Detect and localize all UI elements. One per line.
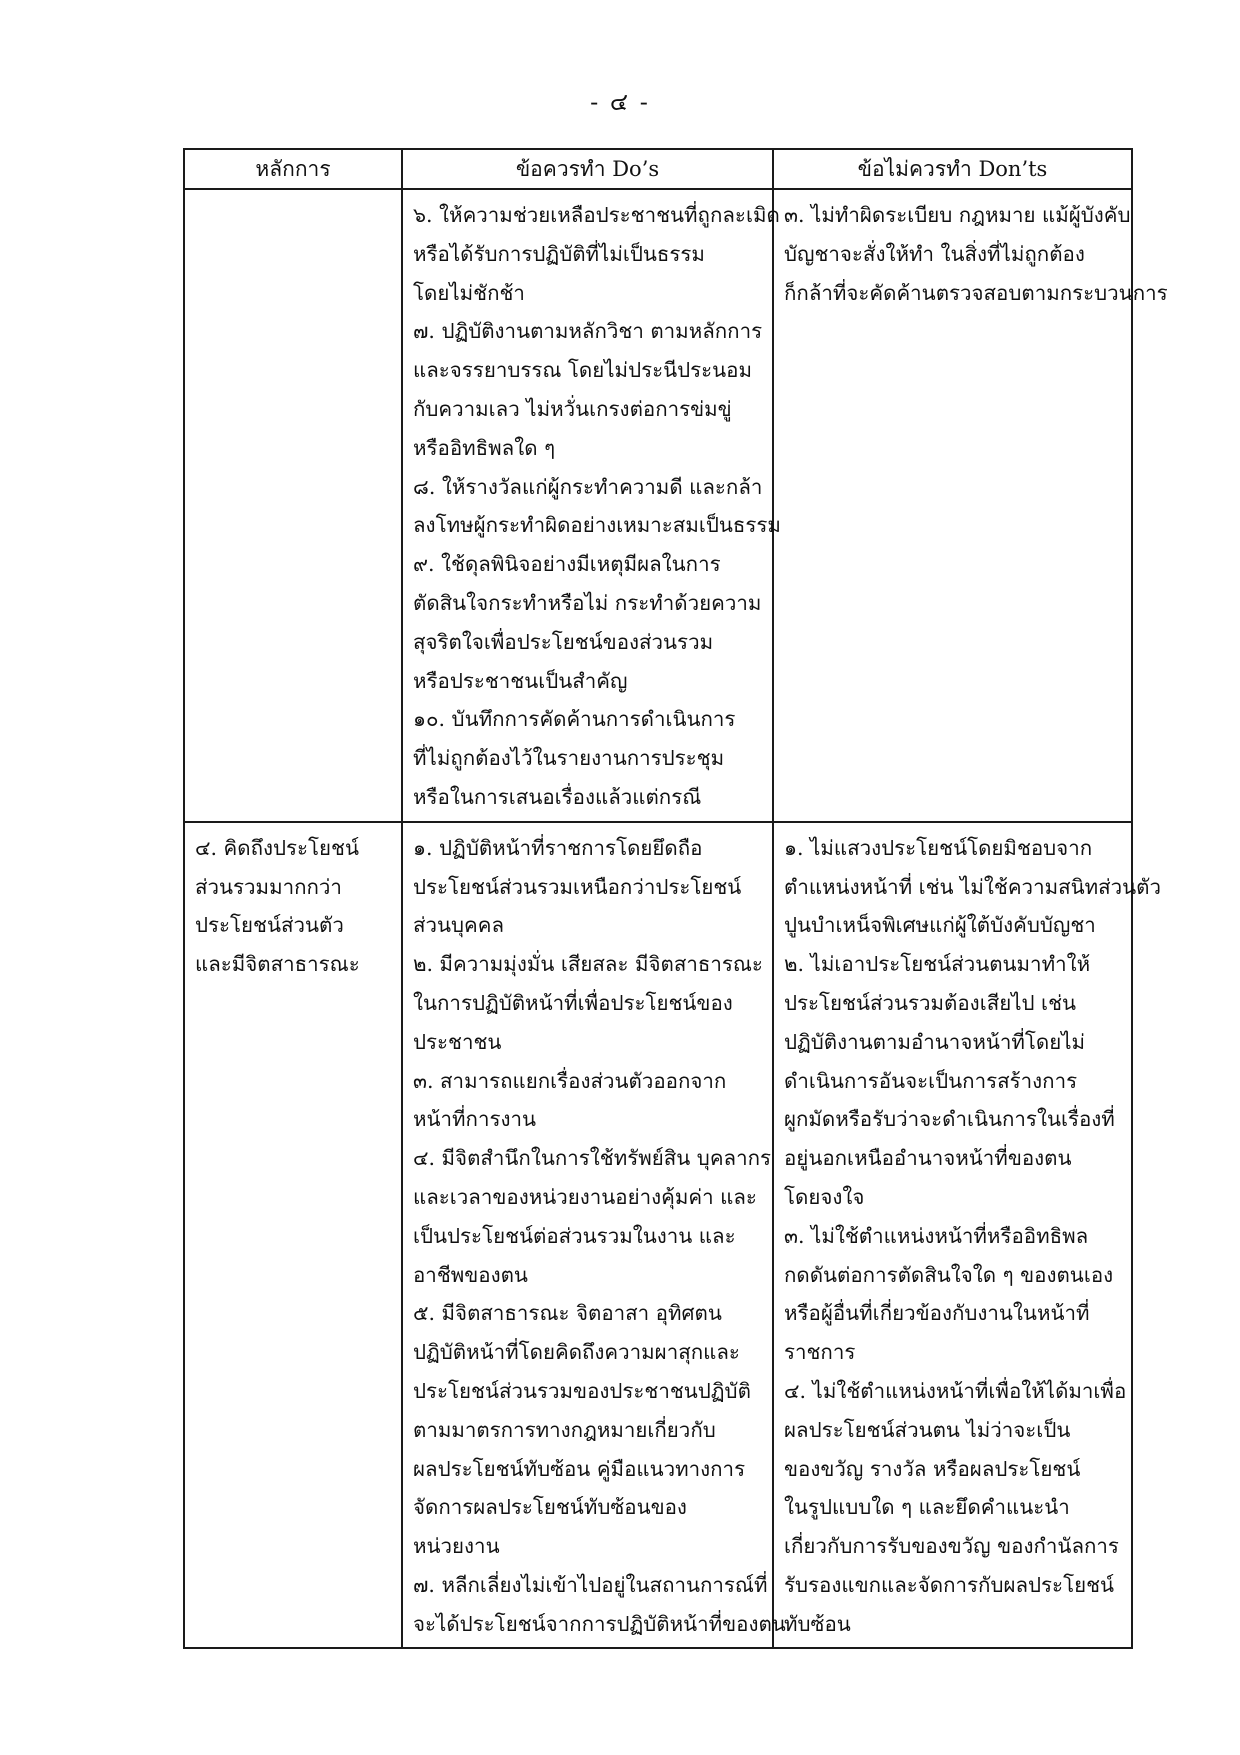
cell-line: สุจริตใจเพื่อประโยชน์ของส่วนรวม [413,629,714,654]
cell-line: ก็กล้าที่จะคัดค้านตรวจสอบตามกระบวนการ [784,280,1168,305]
cell-line: ๕. มีจิตสาธารณะ จิตอาสา อุทิศตน [413,1301,722,1326]
cell-line: ๔. มีจิตสำนึกในการใช้ทรัพย์สิน บุคลากร [413,1146,772,1171]
cell-line: หรือในการเสนอเรื่องแล้วแต่กรณี [413,784,702,809]
cell-line: ๗. ปฏิบัติงานตามหลักวิชา ตามหลักการ [413,319,763,344]
cell-line: จะได้ประโยชน์จากการปฏิบัติหน้าที่ของตน [413,1611,786,1636]
cell-line: ๖. ให้ความช่วยเหลือประชาชนที่ถูกละเมิด [413,203,780,227]
cell-line: ประโยชน์ส่วนรวมต้องเสียไป เช่น [784,990,1076,1015]
principle-cell [184,189,402,822]
cell-line: ผูกมัดหรือรับว่าจะดำเนินการในเรื่องที่ [784,1107,1115,1132]
cell-line: ผลประโยชน์ทับซ้อน คู่มือแนวทางการ [413,1456,746,1481]
header-donts: ข้อไม่ควรทำ Don’ts [773,149,1132,189]
cell-line: กดดันต่อการตัดสินใจใด ๆ ของตนเอง [784,1262,1114,1287]
cell-line: โดยจงใจ [784,1184,865,1209]
cell-line: ตามมาตรการทางกฎหมายเกี่ยวกับ [413,1417,716,1442]
cell-line: ๑๐. บันทึกการคัดค้านการดำเนินการ [413,707,736,732]
principle-cell [184,822,402,1649]
cell-line: ในการปฏิบัติหน้าที่เพื่อประโยชน์ของ [413,990,733,1015]
cell-line: ๘. ให้รางวัลแก่ผู้กระทำความดี และกล้า [413,474,763,499]
cell-line: อาชีพของตน [413,1262,528,1287]
cell-line: และจรรยาบรรณ โดยไม่ประนีประนอม [413,358,752,383]
donts-cell [773,189,1168,822]
cell-line: ๒. ไม่เอาประโยชน์ส่วนตนมาทำให้ [784,952,1091,977]
cell-line: ๑. ปฏิบัติหน้าที่ราชการโดยยึดถือ [413,835,703,860]
cell-line: บัญชาจะสั่งให้ทำ ในสิ่งที่ไม่ถูกต้อง [784,241,1085,266]
ethics-table [183,148,1168,1649]
header-principle: หลักการ [184,149,402,189]
cell-line: หรือได้รับการปฏิบัติที่ไม่เป็นธรรม [413,241,705,266]
cell-line: ปฏิบัติงานตามอำนาจหน้าที่โดยไม่ [784,1029,1086,1054]
cell-line: หรือผู้อื่นที่เกี่ยวข้องกับงานในหน้าที่ [784,1301,1090,1326]
cell-line: และเวลาของหน่วยงานอย่างคุ้มค่า และ [413,1184,757,1209]
cell-line: อยู่นอกเหนืออำนาจหน้าที่ของตน [784,1146,1072,1171]
cell-line: ส่วนบุคคล [413,913,505,938]
cell-line: ประชาชน [413,1029,502,1054]
page-number: - ๔ - [590,88,650,116]
cell-line: รับรองแขกและจัดการกับผลประโยชน์ [784,1572,1115,1597]
cell-line: ๓. สามารถแยกเรื่องส่วนตัวออกจาก [413,1068,727,1093]
cell-line: ผลประโยชน์ส่วนตน ไม่ว่าจะเป็น [784,1417,1071,1442]
cell-line: ๒. มีความมุ่งมั่น เสียสละ มีจิตสาธารณะ [413,952,763,977]
header-dos: ข้อควรทำ Do’s [402,149,773,189]
cell-line: ราชการ [784,1340,856,1365]
cell-line: ๓. ไม่ใช้ตำแหน่งหน้าที่หรืออิทธิพล [784,1223,1089,1248]
cell-line: ๓. ไม่ทำผิดระเบียบ กฎหมาย แม้ผู้บังคับ [784,203,1131,227]
cell-line: ปฏิบัติหน้าที่โดยคิดถึงความผาสุกและ [413,1340,740,1365]
cell-line: หน้าที่การงาน [413,1107,537,1132]
dos-cell [402,822,786,1649]
cell-line: เป็นประโยชน์ต่อส่วนรวมในงาน และ [413,1223,736,1248]
cell-line: ปูนบำเหน็จพิเศษแก่ผู้ใต้บังคับบัญชา [784,913,1096,938]
cell-line: และมีจิตสาธารณะ [195,952,360,977]
cell-line: ตำแหน่งหน้าที่ เช่น ไม่ใช้ความสนิทส่วนตัว [784,874,1161,899]
cell-line: ๗. หลีกเลี่ยงไม่เข้าไปอยู่ในสถานการณ์ที่ [413,1572,768,1597]
cell-line: หรือประชาชนเป็นสำคัญ [413,668,628,693]
cell-line: ลงโทษผู้กระทำผิดอย่างเหมาะสมเป็นธรรม [413,513,781,538]
cell-line: ส่วนรวมมากกว่า [195,874,342,899]
cell-line: ประโยชน์ส่วนตัว [195,913,344,938]
cell-line: เกี่ยวกับการรับของขวัญ ของกำนัลการ [784,1534,1119,1559]
cell-line: ประโยชน์ส่วนรวมของประชาชนปฏิบัติ [413,1378,751,1403]
cell-line: โดยไม่ชักช้า [413,280,525,305]
dos-cell [402,189,781,822]
table-row [184,189,1132,822]
donts-cell [773,822,1161,1649]
table-row [184,822,1132,1649]
cell-line: ในรูปแบบใด ๆ และยึดคำแนะนำ [784,1495,1070,1520]
cell-line: ๔. ไม่ใช้ตำแหน่งหน้าที่เพื่อให้ได้มาเพื่อ [784,1378,1127,1403]
cell-line: ๔. คิดถึงประโยชน์ [195,835,359,860]
cell-line: ๙. ใช้ดุลพินิจอย่างมีเหตุมีผลในการ [413,552,721,577]
cell-line: ประโยชน์ส่วนรวมเหนือกว่าประโยชน์ [413,874,742,899]
cell-line: หรืออิทธิพลใด ๆ [413,435,556,460]
cell-line: ดำเนินการอันจะเป็นการสร้างการ [784,1068,1078,1093]
cell-line: ของขวัญ รางวัล หรือผลประโยชน์ [784,1456,1081,1481]
cell-line: หน่วยงาน [413,1534,500,1559]
cell-line: ตัดสินใจกระทำหรือไม่ กระทำด้วยความ [413,590,762,615]
cell-line: ที่ไม่ถูกต้องไว้ในรายงานการประชุม [413,746,725,771]
cell-line: จัดการผลประโยชน์ทับซ้อนของ [413,1495,687,1520]
table-header-row [184,149,1132,189]
cell-line: กับความเลว ไม่หวั่นเกรงต่อการข่มขู่ [413,396,732,421]
cell-line: ๑. ไม่แสวงประโยชน์โดยมิชอบจาก [784,835,1093,860]
cell-line: ทับซ้อน [784,1611,851,1636]
